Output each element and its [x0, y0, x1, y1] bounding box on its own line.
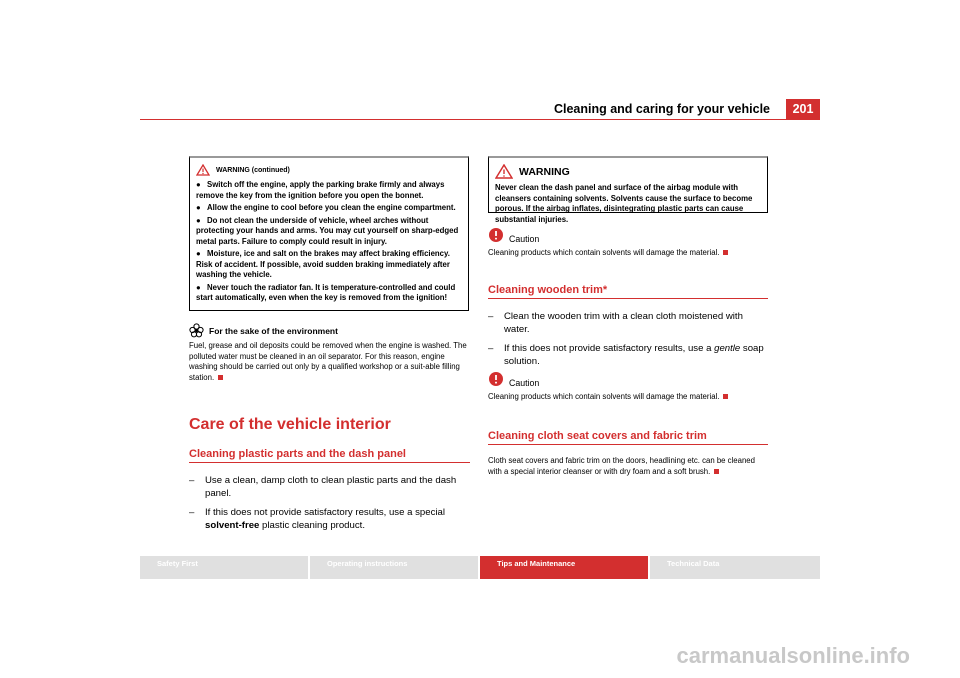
flower-environment-icon	[189, 323, 204, 338]
plastic-step-1: – Use a clean, damp cloth to clean plastic parts and the dash panel.	[189, 475, 457, 499]
warning-bullet-item: ● Allow the engine to cool before you clean the engine compartment.	[196, 203, 456, 212]
end-marker	[218, 375, 223, 380]
warning-bullet-item: ● Moisture, ice and salt on the brakes may affect braking efficiency. Risk of accident. If possible, avoid sudden braking immediately after washing the vehicle.	[196, 249, 450, 279]
watermark: carmanualsonline.info	[676, 643, 910, 668]
cloth-heading-rule	[488, 444, 768, 445]
warning-header	[495, 164, 761, 179]
warning-heading: WARNING	[519, 165, 570, 178]
warning-bullet-list	[196, 180, 462, 304]
footer-tab-technical-data[interactable]: Technical Data	[650, 556, 820, 579]
environment-header	[189, 323, 471, 338]
header-rule	[140, 119, 820, 120]
wooden-step-2: – If this does not provide satisfactory results, use a gentle soap solution.	[488, 343, 764, 367]
warning-bullet-item: ● Do not clean the underside of vehicle, wheel arches without protecting your hands and arms. You may cut yourself on sharp-edged metal parts. Failure to comply could result in injury.	[196, 215, 459, 246]
caution-text: Cleaning products which contain solvents will damage the material.	[488, 248, 770, 259]
plastic-heading-rule	[189, 462, 470, 463]
warning-bullet-item: ● Never touch the radiator fan. It is temperature-controlled and could start automatically, even when the key is removed from the ignition!	[196, 282, 456, 302]
running-header-title: Cleaning and caring for your vehicle	[553, 102, 770, 116]
caution-header	[488, 370, 770, 388]
caution-note-2	[488, 370, 770, 403]
warning-bullet-item: ● Switch off the engine, apply the parking brake firmly and always remove the key from the ignition before you open the bonnet.	[196, 180, 445, 200]
plastic-heading: Cleaning plastic parts and the dash panel	[189, 448, 406, 460]
caution-exclamation-icon	[488, 371, 504, 387]
warning-triangle-icon	[495, 164, 513, 179]
end-marker	[714, 469, 719, 474]
wooden-steps	[488, 310, 768, 368]
caution-heading: Caution	[509, 378, 540, 388]
wooden-heading: Cleaning wooden trim*	[488, 284, 608, 296]
footer-tab-safety-first[interactable]: Safety First	[140, 556, 308, 579]
warning-triangle-icon	[196, 164, 210, 176]
warning-box	[488, 156, 768, 224]
warning-continued-heading: WARNING (continued)	[216, 166, 290, 174]
cloth-heading: Cleaning cloth seat covers and fabric trim	[488, 430, 707, 442]
wooden-heading-rule	[488, 298, 768, 299]
environment-heading: For the sake of the environment	[209, 325, 338, 336]
footer-tab-tips-and-maintenance[interactable]: Tips and Maintenance	[480, 556, 648, 579]
environment-text: Fuel, grease and oil deposits could be removed when the engine is washed. The polluted water must be cleaned in an oil separator. For this reason, engine washing should be carried out only by a qualified workshop or a suit-able filling station.	[189, 341, 467, 382]
warning-continued-header	[196, 164, 462, 176]
caution-exclamation-icon	[488, 227, 504, 243]
warning-continued-box	[189, 156, 469, 311]
warning-text: Never clean the dash panel and surface of the airbag module with cleansers containing solvents. Solvents cause the surface to become porous. If the airbag inflates, disintegrating plastic parts can cause substantial injuries.	[495, 183, 753, 224]
caution-header	[488, 226, 770, 244]
wooden-step-1: – Clean the wooden trim with a clean cloth moistened with water.	[488, 311, 743, 335]
caution-note-1	[488, 226, 770, 259]
section-title: Care of the vehicle interior	[189, 416, 391, 433]
cloth-text: Cloth seat covers and fabric trim on the doors, headlining etc. can be cleaned with a special interior cleanser or with dry foam and a soft brush.	[488, 456, 755, 476]
end-marker	[723, 394, 728, 399]
page-number: 201	[786, 99, 820, 119]
caution-text: Cleaning products which contain solvents will damage the material.	[488, 392, 770, 403]
plastic-step-2: – If this does not provide satisfactory results, use a special solvent-free plastic cleaning product.	[189, 507, 445, 531]
environment-note	[189, 323, 471, 383]
end-marker	[723, 250, 728, 255]
plastic-steps	[189, 474, 469, 532]
caution-heading: Caution	[509, 234, 540, 244]
footer-tab-operating-instructions[interactable]: Operating instructions	[310, 556, 478, 579]
